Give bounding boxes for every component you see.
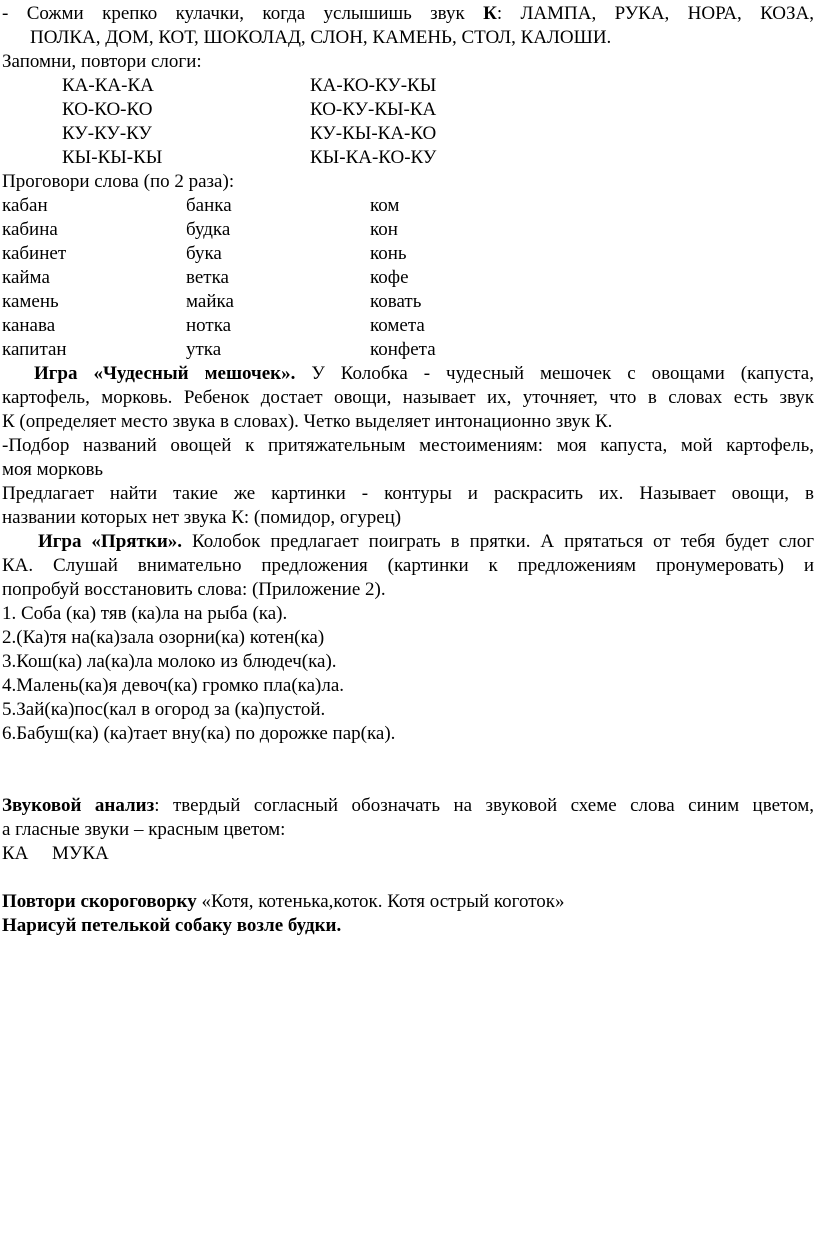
word-cell: конфета bbox=[370, 339, 436, 360]
syllable-cell: КО-КО-КО bbox=[62, 99, 153, 120]
syllables-title: Запомни, повтори слоги: bbox=[2, 51, 202, 72]
word-cell: канава bbox=[2, 315, 56, 336]
word-cell: утка bbox=[186, 339, 222, 360]
words-title: Проговори слова (по 2 раза): bbox=[2, 171, 235, 192]
game2-line-3: попробуй восстановить слова: (Приложение 2). bbox=[2, 579, 386, 600]
syllable-cell: КЫ-КА-КО-КУ bbox=[310, 147, 437, 168]
game2-text: Колобок предлагает поиграть в прятки. А прятаться от тебя будет слог bbox=[182, 531, 815, 552]
game2-line-1 bbox=[38, 530, 814, 554]
word-cell: будка bbox=[186, 219, 231, 240]
tongue-twister-text: «Котя, котенька,коток. Котя острый коготок» bbox=[196, 891, 565, 912]
tongue-twister-line bbox=[2, 890, 814, 914]
word-cell: нотка bbox=[186, 315, 232, 336]
syllable-cell: КА-КА-КА bbox=[62, 75, 154, 96]
sentence-item: 2.(Ка)тя на(ка)зала озорни(ка) котен(ка) bbox=[2, 627, 325, 648]
analysis-line-1 bbox=[2, 794, 814, 818]
word-cell: кайма bbox=[2, 267, 50, 288]
sentence-item: 5.Зай(ка)пос(кал в огород за (ка)пустой. bbox=[2, 699, 326, 720]
analysis-word: КА bbox=[2, 843, 29, 864]
tongue-twister-title: Повтори скороговорку bbox=[2, 891, 197, 912]
intro-sound: К bbox=[483, 3, 497, 24]
game1-line-2: картофель, морковь. Ребенок достает овощи, называет их, уточняет, что в словах есть звук bbox=[2, 387, 814, 408]
word-cell: кабинет bbox=[2, 243, 67, 264]
game1-line-3: К (определяет место звука в словах). Четко выделяет интонационно звук К. bbox=[2, 411, 613, 432]
game1-line-5: моя морковь bbox=[2, 459, 104, 480]
intro-word-list: : ЛАМПА, РУКА, НОРА, КОЗА, bbox=[496, 3, 814, 24]
sentence-item: 4.Малень(ка)я девоч(ка) громко пла(ка)ла. bbox=[2, 675, 345, 696]
word-cell: кабан bbox=[2, 195, 48, 216]
final-task: Нарисуй петелькой собаку возле будки. bbox=[2, 915, 342, 936]
game2-line-2: КА. Слушай внимательно предложения (картинки к предложениям пронумеровать) и bbox=[2, 555, 814, 576]
intro-line-1 bbox=[2, 2, 814, 26]
word-cell: ветка bbox=[186, 267, 229, 288]
word-cell: кон bbox=[370, 219, 398, 240]
word-cell: майка bbox=[186, 291, 234, 312]
syllable-cell: КО-КУ-КЫ-КА bbox=[310, 99, 437, 120]
analysis-line-2: а гласные звуки – красным цветом: bbox=[2, 819, 286, 840]
word-cell: бука bbox=[186, 243, 222, 264]
game1-line-7: названии которых нет звука К: (помидор, огурец) bbox=[2, 507, 402, 528]
sentence-item: 1. Соба (ка) тяв (ка)ла на рыба (ка). bbox=[2, 603, 288, 624]
game2-title: Игра «Прятки». bbox=[38, 531, 183, 552]
word-cell: ком bbox=[370, 195, 400, 216]
game1-line-1 bbox=[34, 362, 814, 386]
word-cell: камень bbox=[2, 291, 59, 312]
word-cell: ковать bbox=[370, 291, 422, 312]
word-cell: банка bbox=[186, 195, 232, 216]
word-cell: капитан bbox=[2, 339, 67, 360]
intro-text: - Сожми крепко кулачки, когда услышишь звук bbox=[2, 3, 484, 24]
analysis-text: : твердый согласный обозначать на звуковой схеме слова синим цветом, bbox=[154, 795, 814, 816]
syllable-cell: КЫ-КЫ-КЫ bbox=[62, 147, 163, 168]
analysis-word: МУКА bbox=[52, 843, 109, 864]
word-cell: кабина bbox=[2, 219, 58, 240]
syllable-cell: КУ-КЫ-КА-КО bbox=[310, 123, 437, 144]
game1-text: У Колобка - чудесный мешочек с овощами (капуста, bbox=[295, 363, 814, 384]
word-cell: кофе bbox=[370, 267, 409, 288]
sentence-item: 3.Кош(ка) ла(ка)ла молоко из блюдеч(ка). bbox=[2, 651, 337, 672]
game1-title: Игра «Чудесный мешочек». bbox=[34, 363, 296, 384]
syllable-cell: КА-КО-КУ-КЫ bbox=[310, 75, 437, 96]
game1-line-6: Предлагает найти такие же картинки - контуры и раскрасить их. Называет овощи, в bbox=[2, 483, 814, 504]
sentence-item: 6.Бабуш(ка) (ка)тает вну(ка) по дорожке пар(ка). bbox=[2, 723, 396, 744]
game1-line-4: -Подбор названий овощей к притяжательным местоимениям: моя капуста, мой картофель, bbox=[2, 435, 814, 456]
analysis-title: Звуковой анализ bbox=[2, 795, 155, 816]
syllable-cell: КУ-КУ-КУ bbox=[62, 123, 152, 144]
intro-line-2: ПОЛКА, ДОМ, КОТ, ШОКОЛАД, СЛОН, КАМЕНЬ, СТОЛ, КАЛОШИ. bbox=[30, 27, 612, 48]
word-cell: конь bbox=[370, 243, 407, 264]
word-cell: комета bbox=[370, 315, 425, 336]
